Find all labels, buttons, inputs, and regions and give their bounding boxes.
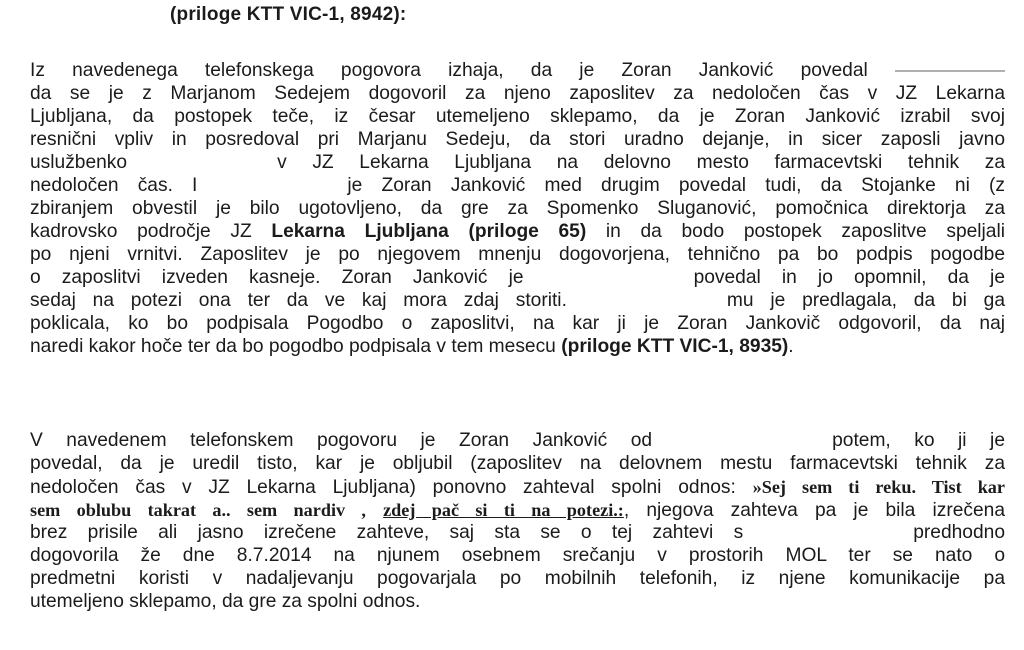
text-segment: predhodno (913, 522, 1005, 543)
text-line (30, 289, 1005, 313)
text-line (30, 59, 1005, 83)
text-segment: brez prisile ali jasno izrečene zahteve, saj sta se o tej zahtevi s (30, 522, 744, 543)
underlined-quote: zdej pač si ti na potezi.: (383, 500, 624, 520)
text-segment: Iz navedenega telefonskega pogovora izhaja, da je Zoran Janković povedal (30, 60, 868, 81)
section-heading: (priloge KTT VIC-1, 8942): (170, 4, 407, 25)
text-line: utemeljeno sklepamo, da gre za spolni odnos. (30, 591, 421, 612)
text-line: po njeni vrnitvi. Zaposlitev je po njegovem mnenju dogovorjena, tehnično pa bo podpis pogodbe (30, 244, 1005, 265)
quoted-speech: »Sej sem ti reku. Tist kar (752, 477, 1005, 497)
text-line: resnični vpliv in posredoval pri Marjanu Sedeju, da stori uradno dejanje, in sicer zaposli javno (30, 129, 1005, 150)
text-line (30, 429, 1005, 453)
text-segment: kadrovsko področje JZ (30, 221, 252, 242)
text-segment: v JZ Lekarna Ljubljana na delovno mesto farmacevtski tehnik za (277, 152, 1005, 173)
text-line: dogovorila že dne 8.7.2014 na njunem osebnem srečanju v prostorih MOL ter se nato o (30, 545, 1005, 566)
redaction-mark (895, 70, 1005, 72)
text-line: zbiranjem obvestil je bilo ugotovljeno, da gre za Spomenko Sluganović, pomočnica direktorja za (30, 198, 1005, 219)
text-line (30, 335, 1005, 359)
text-segment: nedoločen čas v JZ Lekarna Ljubljana) ponovno zahteval spolni odnos: (30, 477, 736, 498)
text-line (30, 174, 1005, 198)
text-line: poklicala, ko bo podpisala Pogodbo o zaposlitvi, na kar ji je Zoran Jankovič odgovoril, da naj (30, 313, 1005, 334)
text-segment: nedoločen čas. I (30, 175, 198, 196)
text-segment: uslužbenko (30, 152, 128, 173)
bold-reference: (priloge KTT VIC-1, 8935) (561, 336, 789, 357)
text-line: povedal, da je uredil tisto, kar je obljubil (zaposlitev na delovnem mestu farmacevtski tehnik za (30, 453, 1005, 474)
bold-reference: Lekarna Ljubljana (priloge 65) (271, 221, 587, 242)
text-line: da se je z Marjanom Sedejem dogovoril za njeno zaposlitev za nedoločen čas v JZ Lekarna (30, 83, 1005, 104)
text-line (30, 521, 1005, 545)
text-segment: je Zoran Janković med drugim povedal tudi, da Stojanke ni (z (347, 175, 1005, 196)
text-segment: o zaposlitvi izveden kasneje. Zoran Janković je (30, 267, 524, 288)
text-line (30, 266, 1005, 290)
text-segment: potem, ko ji je (832, 430, 1005, 451)
text-line (30, 151, 1005, 175)
quoted-speech: sem oblubu takrat a.. sem nardiv , (30, 500, 366, 520)
text-segment: . (788, 336, 794, 357)
text-line (30, 220, 1005, 244)
text-segment: povedal in jo opomnil, da je (693, 267, 1005, 288)
text-line: Ljubljana, da postopek teče, iz česar utemeljeno sklepamo, da je Zoran Janković izrabil svoj (30, 106, 1005, 127)
text-segment: V navedenem telefonskem pogovoru je Zoran Janković od (30, 430, 653, 451)
text-line: predmetni koristi v nadaljevanju pogovarjala po mobilnih telefonih, iz njene komunikacije pa (30, 568, 1005, 589)
text-segment: , njegova zahteva pa je bila izrečena (623, 500, 1005, 521)
text-segment: sedaj na potezi ona ter da ve kaj mora zdaj storiti. (30, 290, 567, 311)
text-segment: mu je predlagala, da bi ga (726, 290, 1005, 311)
text-line (30, 475, 1005, 499)
text-segment: naredi kakor hoče ter da bo pogodbo podpisala v tem mesecu (30, 336, 556, 357)
text-line (30, 498, 1005, 522)
text-segment: in da bodo postopek zaposlitve speljali (605, 221, 1006, 242)
